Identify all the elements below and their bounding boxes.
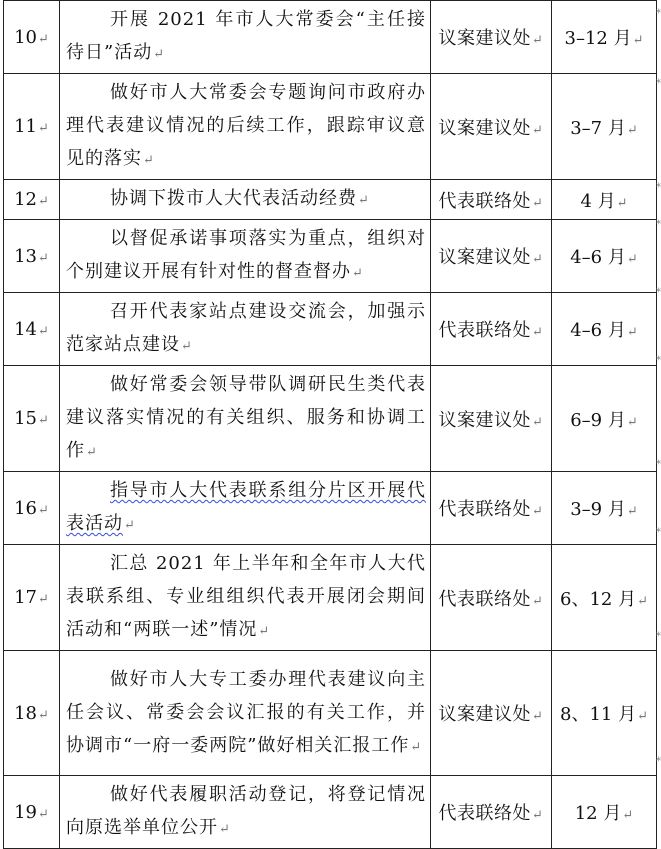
time-cell: 4–6 月↵ bbox=[552, 220, 657, 293]
row-number: 12↵ bbox=[4, 180, 60, 220]
row-end-marker: * bbox=[656, 355, 661, 366]
time-cell: 6–9 月↵ bbox=[552, 366, 657, 472]
row-number: 10↵ bbox=[4, 1, 60, 74]
table-row bbox=[4, 776, 657, 849]
table-row bbox=[4, 293, 657, 366]
row-end-marker: * bbox=[656, 756, 661, 767]
row-number: 19↵ bbox=[4, 776, 60, 849]
task-cell: 开展 2021 年市人大常委会“主任接待日”活动↵ bbox=[60, 1, 431, 74]
table-row bbox=[4, 366, 657, 472]
row-number: 13↵ bbox=[4, 220, 60, 293]
row-number: 15↵ bbox=[4, 366, 60, 472]
table-row bbox=[4, 74, 657, 180]
task-cell: 做好代表履职活动登记，将登记情况向原选举单位公开↵ bbox=[60, 776, 431, 849]
department-cell: 议案建议处↵ bbox=[431, 220, 552, 293]
row-end-marker: * bbox=[656, 527, 661, 538]
table-row bbox=[4, 180, 657, 220]
task-cell: 做好市人大常委会专题询问市政府办理代表建议情况的后续工作，跟踪审议意见的落实↵ bbox=[60, 74, 431, 180]
row-number: 17↵ bbox=[4, 545, 60, 651]
time-cell: 3–12 月↵ bbox=[552, 1, 657, 74]
department-cell: 议案建议处↵ bbox=[431, 366, 552, 472]
time-cell: 12 月↵ bbox=[552, 776, 657, 849]
task-cell: 以督促承诺事项落实为重点，组织对个别建议开展有针对性的督查督办↵ bbox=[60, 220, 431, 293]
task-cell: 召开代表家站点建设交流会，加强示范家站点建设↵ bbox=[60, 293, 431, 366]
task-cell: 指导市人大代表联系组分片区开展代表活动↵ bbox=[60, 472, 431, 545]
table-row bbox=[4, 545, 657, 651]
time-cell: 4 月↵ bbox=[552, 180, 657, 220]
row-number: 11↵ bbox=[4, 74, 60, 180]
row-end-marker: * bbox=[656, 287, 661, 298]
row-end-marker: * bbox=[656, 631, 661, 642]
department-cell: 议案建议处↵ bbox=[431, 1, 552, 74]
time-cell: 3–9 月↵ bbox=[552, 472, 657, 545]
task-cell: 做好常委会领导带队调研民生类代表建议落实情况的有关组织、服务和协调工作↵ bbox=[60, 366, 431, 472]
row-number: 16↵ bbox=[4, 472, 60, 545]
department-cell: 议案建议处↵ bbox=[431, 74, 552, 180]
task-cell: 协调下拨市人大代表活动经费↵ bbox=[60, 180, 431, 220]
row-end-marker: * bbox=[656, 8, 661, 19]
table-row bbox=[4, 472, 657, 545]
time-cell: 8、11 月↵ bbox=[552, 651, 657, 776]
department-cell: 代表联络处↵ bbox=[431, 180, 552, 220]
row-end-marker: * bbox=[656, 182, 661, 193]
time-cell: 4–6 月↵ bbox=[552, 293, 657, 366]
task-table bbox=[3, 0, 657, 849]
department-cell: 代表联络处↵ bbox=[431, 293, 552, 366]
department-cell: 议案建议处↵ bbox=[431, 651, 552, 776]
row-end-marker: * bbox=[656, 219, 661, 230]
table-row bbox=[4, 651, 657, 776]
time-cell: 6、12 月↵ bbox=[552, 545, 657, 651]
row-number: 18↵ bbox=[4, 651, 60, 776]
row-end-marker: * bbox=[656, 78, 661, 89]
department-cell: 代表联络处↵ bbox=[431, 545, 552, 651]
department-cell: 代表联络处↵ bbox=[431, 776, 552, 849]
row-end-marker: * bbox=[656, 459, 661, 470]
table-row bbox=[4, 1, 657, 74]
row-number: 14↵ bbox=[4, 293, 60, 366]
task-cell: 做好市人大专工委办理代表建议向主任会议、常委会会议汇报的有关工作，并协调市“一府一委两院”做好相关汇报工作↵ bbox=[60, 651, 431, 776]
table-row bbox=[4, 220, 657, 293]
department-cell: 代表联络处↵ bbox=[431, 472, 552, 545]
task-cell: 汇总 2021 年上半年和全年市人大代表联系组、专业组组织代表开展闭会期间活动和“两联一述”情况↵ bbox=[60, 545, 431, 651]
time-cell: 3–7 月↵ bbox=[552, 74, 657, 180]
